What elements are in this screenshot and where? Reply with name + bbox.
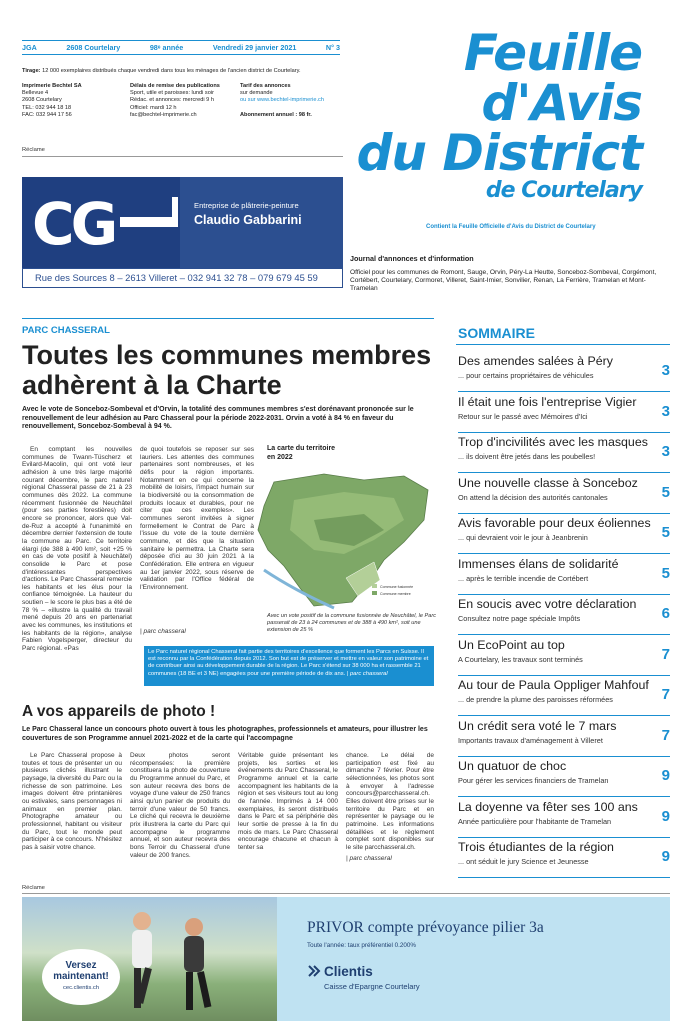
article-column: En comptant les nouvelles communes de Twann-Tüscherz et Evilard-Macolin, qui ont voté leur adhésion à une très large majorité courant décembre, le parc naturel régional Chasseral passe de 21 à 23 communes dès 2022. La commune récemment fusionnée de Neuchâtel (pour ses parties forestières) doit encore se prononcer, alors que Val-de-Ruz a accepté à l'unanimité en décembre dernier l'extension de toute la commune au Parc. Ce territoire élargi (de 388 à 490 km², soit +25 % en cas de vote positif à Neuchâtel) consolide le Parc et pose d'intéressantes perspectives d'actions. Le Parc Chasseral remercie les habitants et les élus pour la confiance témoignée. La hauteur du soutien – le score le plus bas a été de 78 % – «illustre la qualité du travail mené depuis 20 ans en partenariat avec les communes, les institutions et les habitants de la région», analyse Fabien Vogelsperger, directeur du Parc régional. «Pas bbox=[22, 446, 132, 653]
tarif-block bbox=[240, 83, 350, 119]
issue-date: Vendredi 29 janvier 2021 bbox=[212, 43, 297, 52]
article-column: de quoi toutefois se reposer sur ses lauriers. Les attentes des communes partenaires sont nombreuses, et les défis pour la région importants. Notamment en ce qui concerne la mobilité de loisirs, l'impact humain sur la biodiversité ou la consommation de produits locaux et durables, pour ne citer que ces exemples». Les communes seront invitées à signer formellement le Contrat de Parc à l'issue du vote de la toute dernière commune, et dès que la situation sanitaire le permettra. La Charte sera déposée d'ici au 30 juin 2021 à la Confédération. Elle entrera en vigueur au 1er janvier 2022, sous réserve de validation par l'Office fédéral de l'Environnement. bbox=[140, 446, 254, 591]
sommaire-title: SOMMAIRE bbox=[458, 325, 535, 341]
clientis-logo-icon bbox=[307, 964, 321, 978]
ad-photo-runners bbox=[22, 897, 277, 1021]
sommaire-item-sub: ... de prendre la plume des paroisses réformées bbox=[458, 695, 613, 704]
bubble-line: Versez bbox=[65, 960, 97, 971]
masthead-line: d'Avis bbox=[481, 74, 642, 132]
masthead-subtitle: Contient la Feuille Officielle d'Avis du District de Courtelary bbox=[426, 224, 596, 230]
sommaire-item-title: Trois étudiantes de la région bbox=[458, 840, 614, 854]
printer-line: TEL: 032 944 18 18 bbox=[22, 104, 72, 111]
abonnement: Abonnement annuel : 98 fr. bbox=[240, 111, 312, 118]
paint-roller-handle-icon bbox=[172, 197, 178, 227]
sommaire-item[interactable] bbox=[458, 393, 670, 433]
sommaire-item[interactable] bbox=[458, 717, 670, 757]
journal-info bbox=[350, 255, 668, 293]
sommaire-item[interactable] bbox=[458, 676, 670, 716]
ad-logo-panel bbox=[22, 177, 180, 268]
ad-brand: Clientis bbox=[324, 964, 373, 979]
sommaire-item-title: Un EcoPoint au top bbox=[458, 637, 565, 652]
issue-place: 2608 Courtelary bbox=[66, 43, 121, 52]
printer-line: 2608 Courtelary bbox=[22, 97, 62, 104]
sommaire-item-sub: Année particulière pour l'habitante de Tramelan bbox=[458, 816, 612, 826]
info-box-signature: | parc chasseral bbox=[346, 670, 388, 677]
sommaire-item-page: 5 bbox=[661, 564, 670, 582]
headline-line: Toutes les communes membres bbox=[22, 340, 432, 370]
tarif-line[interactable]: ou sur www.bechtel-imprimerie.ch bbox=[240, 97, 324, 104]
article-lead: Avec le vote de Sonceboz-Sombeval et d'Orvin, la totalité des communes membres s'est dorénavant prononcée sur le renouvellement de leur adhésion au Parc Chasseral pour la période 2022-2031. Orvin a voté à 84 % en faveur du renouvellement, Sonceboz-Sombeval à 94 %. bbox=[22, 406, 414, 431]
ad-address-bar bbox=[22, 268, 343, 288]
paint-roller-icon bbox=[120, 217, 178, 227]
article2-column: Véritable guide présentant les projets, les sorties et les événements du Parc Chasseral, le Programme annuel et la carte accompagnent les habitants de la région et ses visiteurs tout au long de l'année. Imprimés à 14 000 exemplaires, ils seront distribués dans le Parc et sa périphérie dès leur sortie de presse à la fin du mois de mars. Le Parc Chasseral encourage chacune et chacun à tenter sa bbox=[238, 752, 338, 851]
ad-subtitle: Toute l'année: taux préférentiel 0.200% bbox=[307, 942, 417, 949]
divider bbox=[22, 893, 670, 894]
sommaire-item-page: 9 bbox=[661, 848, 670, 865]
sommaire-item-page: 7 bbox=[661, 686, 670, 703]
territory-map bbox=[254, 470, 434, 610]
article-rubrique: PARC CHASSERAL bbox=[22, 325, 110, 336]
ad-bank: Caisse d'Epargne Courtelary bbox=[324, 982, 420, 991]
issue-year: 98ᵉ année bbox=[149, 43, 184, 52]
sommaire-item-sub: ... pour certains propriétaires de véhicules bbox=[458, 371, 594, 380]
delais-title: Délais de remise des publications bbox=[130, 83, 220, 89]
sommaire-item-sub: Importants travaux d'aménagement à Villeret bbox=[458, 735, 603, 745]
issue-code: JGA bbox=[22, 43, 37, 52]
divider bbox=[22, 318, 434, 319]
masthead-line: du District bbox=[356, 124, 642, 182]
issue-number: N° 3 bbox=[325, 43, 340, 52]
article2-headline: A vos appareils de photo ! bbox=[22, 703, 216, 720]
sommaire-item-page: 6 bbox=[661, 605, 670, 622]
delais-line: Officiel: mardi 12 h bbox=[130, 104, 177, 111]
map-title bbox=[267, 445, 335, 462]
sommaire-item[interactable] bbox=[458, 798, 670, 838]
sommaire-item-page: 7 bbox=[661, 726, 670, 744]
sommaire-item-page: 5 bbox=[661, 524, 670, 541]
sommaire-item[interactable] bbox=[458, 433, 670, 473]
sommaire-item-page: 9 bbox=[661, 767, 670, 784]
tarif-title: Tarif des annonces bbox=[240, 83, 291, 89]
printer-line: FAC: 032 944 17 56 bbox=[22, 111, 72, 118]
sommaire-item-page: 9 bbox=[661, 807, 670, 825]
bubble-url[interactable]: cec.clientis.ch bbox=[62, 985, 100, 991]
sommaire-item-sub: Consultez notre page spéciale Impôts bbox=[458, 614, 581, 623]
masthead bbox=[356, 24, 642, 204]
article2-column: Deux photos seront récompensées: la première constituera la photo de couverture du Programme annuel du Parc, et son auteur recevra des bons de voyage d'une valeur de 250 francs ainsi qu'un panier de produits du terroir d'une valeur de 50 francs. Le cliché qui recevra le deuxième prix illustrera la carte du Parc qui accompagne le programme annuel, et son auteur recevra des bons Terroir du Chasseral d'une valeur de 200 francs. bbox=[130, 752, 230, 859]
sommaire-item-page: 3 bbox=[661, 402, 670, 420]
bubble-text bbox=[42, 960, 120, 982]
map-legend: Commune fusionnée bbox=[380, 585, 414, 589]
delais-line: Sport, utile et paroisses: lundi soir bbox=[130, 90, 214, 97]
sommaire-item-page: 3 bbox=[661, 362, 670, 379]
masthead-line: Feuille bbox=[463, 24, 642, 82]
journal-text: Officiel pour les communes de Romont, Sauge, Orvin, Péry-La Heutte, Sonceboz-Sombeval, Corgémont, Cortébert, Courtelary, Cormoret, Villeret, Saint-Imier, Sonvilier, Renan, La Ferrière, Tramelan et Mont-Tramelan bbox=[350, 269, 657, 292]
ad-bubble bbox=[42, 949, 120, 1005]
article2-lead: Le Parc Chasseral lance un concours photo ouvert à tous les photographes, professionnels et amateurs, pour illustrer les couvertures de son Programme annuel 2021-2022 et de la carte qui l'accompagne bbox=[22, 726, 428, 742]
ad-blue-panel bbox=[277, 897, 670, 1021]
reclame-label-bottom: Réclame bbox=[22, 885, 45, 891]
map-title-line: en 2022 bbox=[267, 453, 293, 461]
ad-company: Claudio Gabbarini bbox=[194, 213, 302, 227]
legend-swatch bbox=[372, 591, 377, 595]
article2-signature: | parc chasseral bbox=[346, 855, 392, 862]
ad-clientis[interactable] bbox=[22, 897, 670, 1021]
cg-logo: CG bbox=[32, 190, 115, 258]
legend-swatch bbox=[372, 584, 377, 588]
sommaire-item-page: 7 bbox=[661, 645, 670, 663]
sommaire-item-sub: ... qui devraient voir le jour à Jeanbrenin bbox=[458, 533, 588, 542]
sommaire-item[interactable] bbox=[458, 757, 670, 797]
ad-address: Rue des Sources 8 – 2613 Villeret – 032 941 32 78 – 079 679 45 59 bbox=[35, 272, 318, 283]
sommaire-item-title: Trop d'incivilités avec les masques bbox=[458, 435, 648, 449]
ad-title: PRIVOR compte prévoyance pilier 3a bbox=[307, 919, 544, 936]
delais-email[interactable]: fac@bechtel-imprimerie.ch bbox=[130, 111, 197, 118]
ad-tagline: Entreprise de plâtrerie-peinture bbox=[194, 201, 299, 210]
sommaire-item[interactable] bbox=[458, 636, 670, 676]
sommaire-item-title: Avis favorable pour deux éoliennes bbox=[458, 516, 651, 530]
info-box bbox=[144, 646, 434, 686]
tirage-text: 12 000 exemplaires distribués chaque vendredi dans tous les ménages de l'ancien district de Courtelary. bbox=[42, 68, 301, 74]
sommaire-item-sub: ... ils doivent être jetés dans les poubelles! bbox=[458, 452, 596, 461]
printer-name: Imprimerie Bechtel SA bbox=[22, 83, 82, 89]
article2-column: Le Parc Chasseral propose à toutes et tous de présenter un ou plusieurs clichés illustrant le paysage, la diversité du Parc ou la richesse de son patrimoine. Les images doivent être printanières ou estivales, sans personnages ni animaux en premier plan. Photographe amateur ou professionnel, habitant ou visiteur du Parc, tout le monde peut participer à ce concours. N'hésitez pas à saisir votre chance. bbox=[22, 752, 122, 851]
sommaire-item-title: Immenses élans de solidarité bbox=[458, 556, 619, 571]
sommaire-item-sub: On attend la décision des autorités cantonales bbox=[458, 492, 608, 502]
sommaire-item-title: En soucis avec votre déclaration bbox=[458, 597, 637, 611]
tirage-label: Tirage: bbox=[22, 68, 41, 74]
sommaire-item-sub: Pour gérer les services financiers de Tramelan bbox=[458, 776, 609, 785]
sommaire-item[interactable] bbox=[458, 838, 670, 878]
map-title-line: La carte du territoire bbox=[267, 445, 336, 452]
map-legend: Commune membre bbox=[380, 592, 411, 596]
sommaire-item-sub: A Courtelary, les travaux sont terminés bbox=[458, 654, 583, 664]
sommaire-item[interactable] bbox=[458, 352, 670, 392]
ad-gabbarini[interactable] bbox=[22, 177, 343, 288]
sommaire-item-sub: ... après le terrible incendie de Cortébert bbox=[458, 573, 589, 583]
sommaire-item[interactable] bbox=[458, 474, 670, 514]
sommaire-item-title: Il était une fois l'entreprise Vigier bbox=[458, 394, 637, 409]
sommaire-item-title: Au tour de Paula Oppliger Mahfouf bbox=[458, 678, 649, 692]
sommaire-item-title: Une nouvelle classe à Sonceboz bbox=[458, 475, 638, 490]
tirage-note bbox=[22, 68, 352, 75]
issue-info-bar bbox=[22, 40, 340, 55]
sommaire-item[interactable] bbox=[458, 555, 670, 595]
article-signature: | parc chasseral bbox=[140, 628, 186, 635]
sommaire-item-page: 3 bbox=[661, 443, 670, 460]
divider bbox=[22, 156, 343, 157]
sommaire-item[interactable] bbox=[458, 514, 670, 554]
article-headline bbox=[22, 340, 431, 400]
bubble-line: maintenant! bbox=[53, 971, 109, 982]
sommaire-item-sub: ... ont séduit le jury Science et Jeunesse bbox=[458, 857, 589, 866]
journal-title: Journal d'annonces et d'information bbox=[350, 254, 474, 263]
sommaire-item-page: 5 bbox=[661, 483, 670, 501]
info-box-text: Le Parc naturel régional Chasseral fait partie des territoires d'excellence que forment les Parcs en Suisse. Il est reconnu par la Confédération depuis 2012. Son but est de préserver et mettre en valeur son patrimoine et de contribuer ainsi au développement durable de la région. Le Parc s'étend sur 38 000 ha et rassemble 21 communes (18 BE et 3 NE) engagées pour une première période de dix ans. bbox=[148, 649, 429, 677]
sommaire-item-title: Un crédit sera voté le 7 mars bbox=[458, 718, 617, 733]
printer-line: Bellevue 4 bbox=[22, 90, 49, 97]
divider bbox=[456, 344, 670, 345]
sommaire-item-title: La doyenne va fêter ses 100 ans bbox=[458, 799, 638, 814]
sommaire-item[interactable] bbox=[458, 595, 670, 635]
sommaire-item-title: Des amendes salées à Péry bbox=[458, 354, 613, 368]
sommaire-item-title: Un quatuor de choc bbox=[458, 759, 567, 773]
printer-block bbox=[22, 83, 122, 119]
tarif-line: sur demande bbox=[240, 90, 273, 97]
delais-block bbox=[130, 83, 250, 119]
delais-line: Rédac. et annonces: mercredi 9 h bbox=[130, 97, 214, 104]
sommaire-item-sub: Retour sur le passé avec Mémoires d'Ici bbox=[458, 411, 588, 421]
masthead-line: de Courtelary bbox=[485, 178, 642, 203]
article2-column: chance. Le délai de participation est fixé au dimanche 7 février. Pour être sélectionnées, les photos sont à envoyer à l'adresse concours@parcchasseral.ch. Elles doivent être prises sur le territoire du Parc et en représenter le paysage ou le patrimoine. Les informations détaillées et le règlement complet sont disponibles sur le site parcchasseral.ch. bbox=[346, 752, 434, 851]
map-caption: Avec un vote positif de la commune fusionnée de Neuchâtel, le Parc passerait de 23 à 24 communes et de 388 à 490 km², soit une extension de 25 % bbox=[267, 613, 437, 633]
reclame-label-top: Réclame bbox=[22, 147, 45, 153]
headline-line: adhèrent à la Charte bbox=[22, 370, 282, 400]
